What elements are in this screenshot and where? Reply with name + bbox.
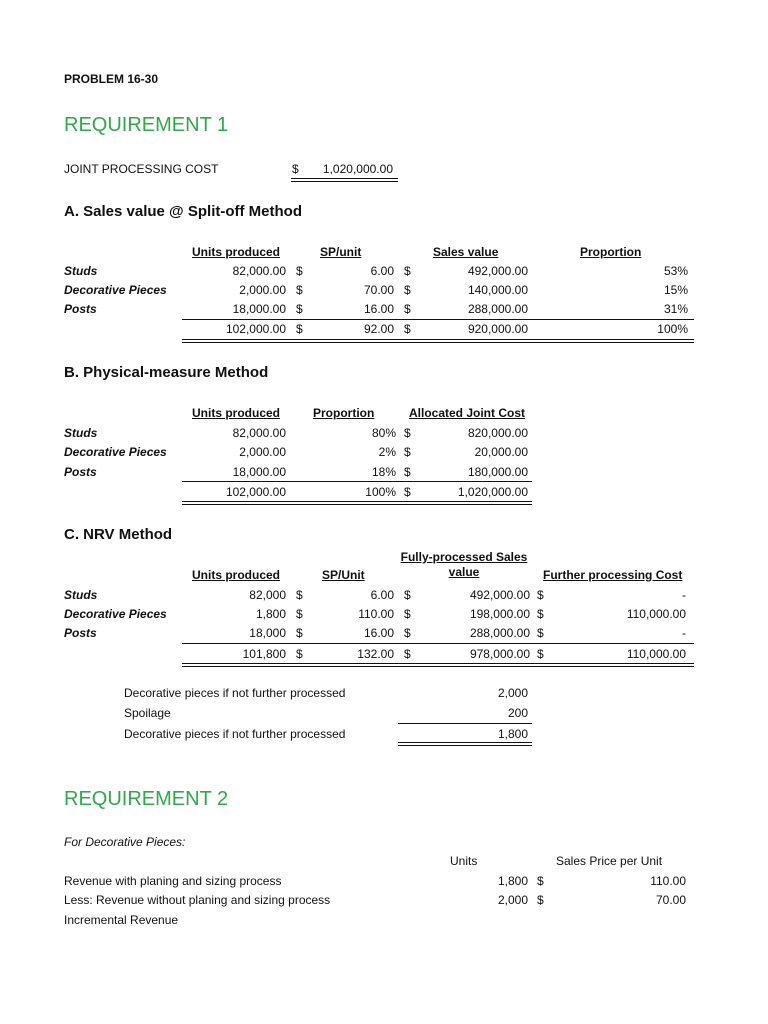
b-header-units: Units produced: [192, 406, 281, 420]
units: 82,000.00: [232, 426, 286, 440]
requirement-1-heading: REQUIREMENT 1: [64, 114, 229, 136]
r2-label: Revenue with planing and sizing process: [64, 874, 282, 888]
fully-processed: 288,000.00: [469, 626, 530, 640]
row-name: Decorative Pieces: [64, 607, 167, 621]
dollar: $: [404, 647, 411, 661]
dollar: $: [537, 588, 544, 602]
problem-title: PROBLEM 16-30: [64, 72, 159, 86]
r2-header-units: Units: [450, 854, 478, 868]
dollar: $: [404, 283, 411, 297]
sp: 70.00: [363, 283, 394, 297]
dollar: $: [404, 426, 411, 440]
b-total-rule: [182, 481, 532, 482]
row-name: Studs: [64, 588, 98, 602]
r2-units: 2,000: [497, 893, 528, 907]
sales: 492,000.00: [467, 264, 528, 278]
dollar: $: [404, 588, 411, 602]
dollar: $: [404, 626, 411, 640]
allocated: 1,020,000.00: [457, 485, 528, 499]
sales: 140,000.00: [467, 283, 528, 297]
dollar: $: [404, 485, 411, 499]
proportion: 18%: [371, 465, 396, 479]
c-header-further-cost: Further processing Cost: [543, 568, 683, 582]
row-name: Posts: [64, 626, 97, 640]
proportion: 15%: [663, 283, 688, 297]
dollar: $: [404, 264, 411, 278]
c-total-double-underline: [182, 663, 694, 667]
sp: 132.00: [357, 647, 394, 661]
units: 18,000.00: [232, 302, 286, 316]
units: 101,800: [242, 647, 286, 661]
further-cost: -: [682, 588, 686, 602]
row-name: Decorative Pieces: [64, 283, 167, 297]
spoil-label: Decorative pieces if not further processed: [124, 727, 346, 741]
sales: 920,000.00: [467, 322, 528, 336]
units: 102,000.00: [225, 322, 286, 336]
row-name: Studs: [64, 264, 98, 278]
r2-intro: For Decorative Pieces:: [64, 835, 186, 849]
proportion: 53%: [663, 264, 688, 278]
proportion: 2%: [378, 445, 396, 459]
dollar: $: [296, 607, 303, 621]
sp: 6.00: [370, 264, 394, 278]
a-header-units: Units produced: [192, 245, 281, 259]
section-a-title: A. Sales value @ Split-off Method: [64, 203, 302, 220]
r2-header-price: Sales Price per Unit: [556, 854, 663, 868]
dollar: $: [537, 647, 544, 661]
units: 82,000: [249, 588, 286, 602]
dollar: $: [537, 607, 544, 621]
units: 2,000.00: [239, 283, 286, 297]
sp: 16.00: [363, 626, 394, 640]
a-header-sp: SP/unit: [320, 245, 362, 259]
c-header-units: Units produced: [192, 568, 281, 582]
sales: 288,000.00: [467, 302, 528, 316]
units: 18,000: [249, 626, 286, 640]
sp: 6.00: [370, 588, 394, 602]
spoil-label: Decorative pieces if not further processed: [124, 686, 346, 700]
sp: 16.00: [363, 302, 394, 316]
fully-processed: 492,000.00: [469, 588, 530, 602]
dollar: $: [537, 626, 544, 640]
section-c-title: C. NRV Method: [64, 526, 173, 543]
a-total-double-underline: [182, 339, 694, 343]
proportion: 31%: [663, 302, 688, 316]
proportion: 80%: [371, 426, 396, 440]
dollar: $: [296, 264, 303, 278]
c-header-fully-processed: Fully-processed Sales: [400, 550, 528, 564]
c-total-rule: [182, 643, 694, 644]
spoil-value: 1,800: [497, 727, 528, 741]
joint-cost-value: 1,020,000.00: [322, 162, 393, 176]
r2-label: Incremental Revenue: [64, 913, 179, 927]
r2-label: Less: Revenue without planing and sizing process: [64, 893, 331, 907]
units: 82,000.00: [232, 264, 286, 278]
joint-cost-dollar: $: [292, 162, 299, 176]
allocated: 180,000.00: [467, 465, 528, 479]
c-header-value: value: [448, 565, 480, 579]
proportion: 100%: [657, 322, 688, 336]
sp: 92.00: [363, 322, 394, 336]
row-name: Decorative Pieces: [64, 445, 167, 459]
spoil-double-underline: [398, 742, 532, 746]
dollar: $: [537, 893, 544, 907]
joint-cost-label: JOINT PROCESSING COST: [64, 162, 219, 176]
spoil-label: Spoilage: [124, 706, 171, 720]
row-name: Studs: [64, 426, 98, 440]
dollar: $: [537, 874, 544, 888]
r2-price: 70.00: [655, 893, 686, 907]
dollar: $: [404, 302, 411, 316]
dollar: $: [296, 283, 303, 297]
row-name: Posts: [64, 302, 97, 316]
a-header-sales: Sales value: [433, 245, 499, 259]
proportion: 100%: [365, 485, 396, 499]
b-header-allocated: Allocated Joint Cost: [409, 406, 526, 420]
units: 2,000.00: [239, 445, 286, 459]
joint-cost-double-underline: [291, 178, 398, 182]
dollar: $: [296, 588, 303, 602]
b-total-double-underline: [182, 501, 532, 505]
dollar: $: [296, 626, 303, 640]
dollar: $: [404, 465, 411, 479]
units: 18,000.00: [232, 465, 286, 479]
allocated: 820,000.00: [467, 426, 528, 440]
further-cost: 110,000.00: [626, 647, 686, 661]
units: 102,000.00: [225, 485, 286, 499]
a-header-proportion: Proportion: [580, 245, 642, 259]
dollar: $: [296, 322, 303, 336]
spoil-value: 2,000: [497, 686, 528, 700]
fully-processed: 978,000.00: [469, 647, 530, 661]
section-b-title: B. Physical-measure Method: [64, 364, 269, 381]
c-header-sp: SP/Unit: [322, 568, 365, 582]
requirement-2-heading: REQUIREMENT 2: [64, 788, 229, 810]
units: 1,800: [255, 607, 286, 621]
spoil-rule: [398, 723, 532, 724]
sp: 110.00: [358, 607, 394, 621]
dollar: $: [404, 607, 411, 621]
further-cost: 110,000.00: [626, 607, 686, 621]
spoil-value: 200: [507, 706, 528, 720]
allocated: 20,000.00: [474, 445, 528, 459]
r2-price: 110.00: [650, 874, 686, 888]
dollar: $: [296, 647, 303, 661]
a-total-rule: [182, 319, 694, 320]
fully-processed: 198,000.00: [469, 607, 530, 621]
further-cost: -: [682, 626, 686, 640]
dollar: $: [404, 322, 411, 336]
dollar: $: [404, 445, 411, 459]
row-name: Posts: [64, 465, 97, 479]
b-header-proportion: Proportion: [313, 406, 375, 420]
r2-units: 1,800: [497, 874, 528, 888]
dollar: $: [296, 302, 303, 316]
